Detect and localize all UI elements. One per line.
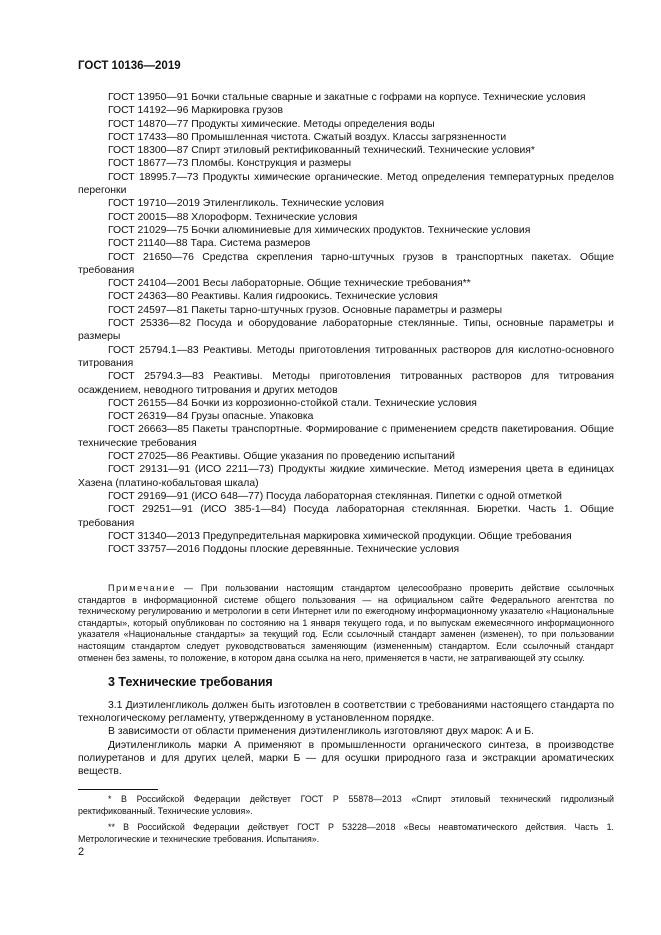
reference-item: ГОСТ 21029—75 Бочки алюминиевые для химических продуктов. Технические условия xyxy=(108,224,531,236)
note-paragraph xyxy=(78,583,614,664)
reference-item: ГОСТ 33757—2016 Поддоны плоские деревянные. Технические условия xyxy=(108,544,460,556)
reference-item: ГОСТ 29251—91 (ИСО 385-1—84) Посуда лабораторная стеклянная. Бюретки. Часть 1. Общие требования xyxy=(78,504,614,529)
reference-item: ГОСТ 20015—88 Хлороформ. Технические условия xyxy=(108,211,358,223)
reference-item: ГОСТ 25336—82 Посуда и оборудование лабораторные стеклянные. Типы, основные параметры и размеры xyxy=(78,318,614,343)
reference-item: ГОСТ 18300—87 Спирт этиловый ректификованный технический. Технические условия* xyxy=(108,145,535,157)
section-body xyxy=(78,699,614,778)
reference-item: ГОСТ 24104—2001 Весы лабораторные. Общие технические требования** xyxy=(108,278,471,290)
reference-item: ГОСТ 19710—2019 Этиленгликоль. Технические условия xyxy=(108,198,384,210)
footnote: * В Российской Федерации действует ГОСТ Р 55878—2013 «Спирт этиловый технический гидролизный ректификованный. Технические условия». xyxy=(78,794,614,816)
reference-item: ГОСТ 14870—77 Продукты химические. Методы определения воды xyxy=(108,118,435,130)
reference-item: ГОСТ 25794.1—83 Реактивы. Методы приготовления титрованных растворов для кислотно-основного титрования xyxy=(78,344,614,369)
reference-item: ГОСТ 24597—81 Пакеты тарно-штучных грузов. Основные параметры и размеры xyxy=(108,304,503,316)
reference-item: ГОСТ 24363—80 Реактивы. Калия гидроокись. Технические условия xyxy=(108,291,438,303)
note-label: Примечание xyxy=(108,583,177,593)
reference-item: ГОСТ 26319—84 Грузы опасные. Упаковка xyxy=(108,411,314,423)
reference-item: ГОСТ 27025—86 Реактивы. Общие указания по проведению испытаний xyxy=(108,451,455,463)
reference-item: ГОСТ 18677—73 Пломбы. Конструкция и размеры xyxy=(108,158,352,170)
footnote-divider xyxy=(78,789,158,790)
reference-item: ГОСТ 29169—91 (ИСО 648—77) Посуда лабораторная стеклянная. Пипетки с одной отметкой xyxy=(108,490,562,502)
footnotes xyxy=(78,794,614,850)
note-text: — При пользовании настоящим стандартом целесообразно проверить действие ссылочных стандартов в информационной системе общего пользования — на официальном сайте Федерального агентства по техническому регулированию и метрологии в сети Интернет или по ежегодному информационному указателю «Национальные стандарты», который опубликован по состоянию на 1 января текущего года, и по выпускам ежемесячного информационного указателя «Национальные стандарты» за текущий год. Если ссылочный стандарт заменен (изменен), то при пользовании настоящим стандартом следует руководствоваться заменяющим (измененным) стандартом. Если ссылочный стандарт отменен без замены, то положение, в котором дана ссылка на него, применяется в части, не затрагивающей эту ссылку. xyxy=(78,583,614,663)
normative-references-list xyxy=(78,91,614,556)
references-note xyxy=(78,583,614,664)
reference-item: ГОСТ 18995.7—73 Продукты химические органические. Метод определения температурных пределов перегонки xyxy=(78,171,614,197)
reference-item: ГОСТ 26155—84 Бочки из коррозионно-стойкой стали. Технические условия xyxy=(108,397,477,409)
reference-item: ГОСТ 21140—88 Тара. Система размеров xyxy=(108,238,311,250)
section-title: 3 Технические требования xyxy=(108,675,273,689)
body-paragraph: В зависимости от области применения диэтиленгликоль изготовляют двух марок: А и Б. xyxy=(108,726,534,738)
reference-item: ГОСТ 13950—91 Бочки стальные сварные и закатные с гофрами на корпусе. Технические условия xyxy=(108,92,586,103)
footnote: ** В Российской Федерации действует ГОСТ Р 53228—2018 «Весы неавтоматического действия. Часть 1. Метрологические и технические требования. Испытания». xyxy=(78,822,614,844)
reference-item: ГОСТ 29131—91 (ИСО 2211—73) Продукты жидкие химические. Метод измерения цвета в единицах Хазена (платино-кобальтовая шкала) xyxy=(78,464,614,489)
reference-item: ГОСТ 17433—80 Промышленная чистота. Сжатый воздух. Классы загрязненности xyxy=(108,131,507,143)
reference-item: ГОСТ 26663—85 Пакеты транспортные. Формирование с применением средств пакетирования. Общие технические требования xyxy=(78,424,614,449)
reference-item: ГОСТ 25794.3—83 Реактивы. Методы приготовления титрованных растворов для титрования осаждением, неводного титрования и других методов xyxy=(78,371,614,396)
page-number: 2 xyxy=(78,846,85,858)
reference-item: ГОСТ 14192—96 Маркировка грузов xyxy=(108,105,284,117)
reference-item: ГОСТ 31340—2013 Предупредительная маркировка химической продукции. Общие требования xyxy=(108,530,572,542)
body-paragraph: 3.1 Диэтиленгликоль должен быть изготовлен в соответствии с требованиями настоящего стандарта по технологическому регламенту, утвержденному в установленном порядке. xyxy=(78,700,614,725)
reference-item: ГОСТ 21650—76 Средства скрепления тарно-штучных грузов в транспортных пакетах. Общие требования xyxy=(78,251,614,276)
body-paragraph: Диэтиленгликоль марки А применяют в промышленности органического синтеза, в производстве полиуретанов и для других целей, марки Б — для осушки природного газа и экстракции ароматических веществ. xyxy=(78,739,614,778)
document-header: ГОСТ 10136—2019 xyxy=(78,60,181,72)
